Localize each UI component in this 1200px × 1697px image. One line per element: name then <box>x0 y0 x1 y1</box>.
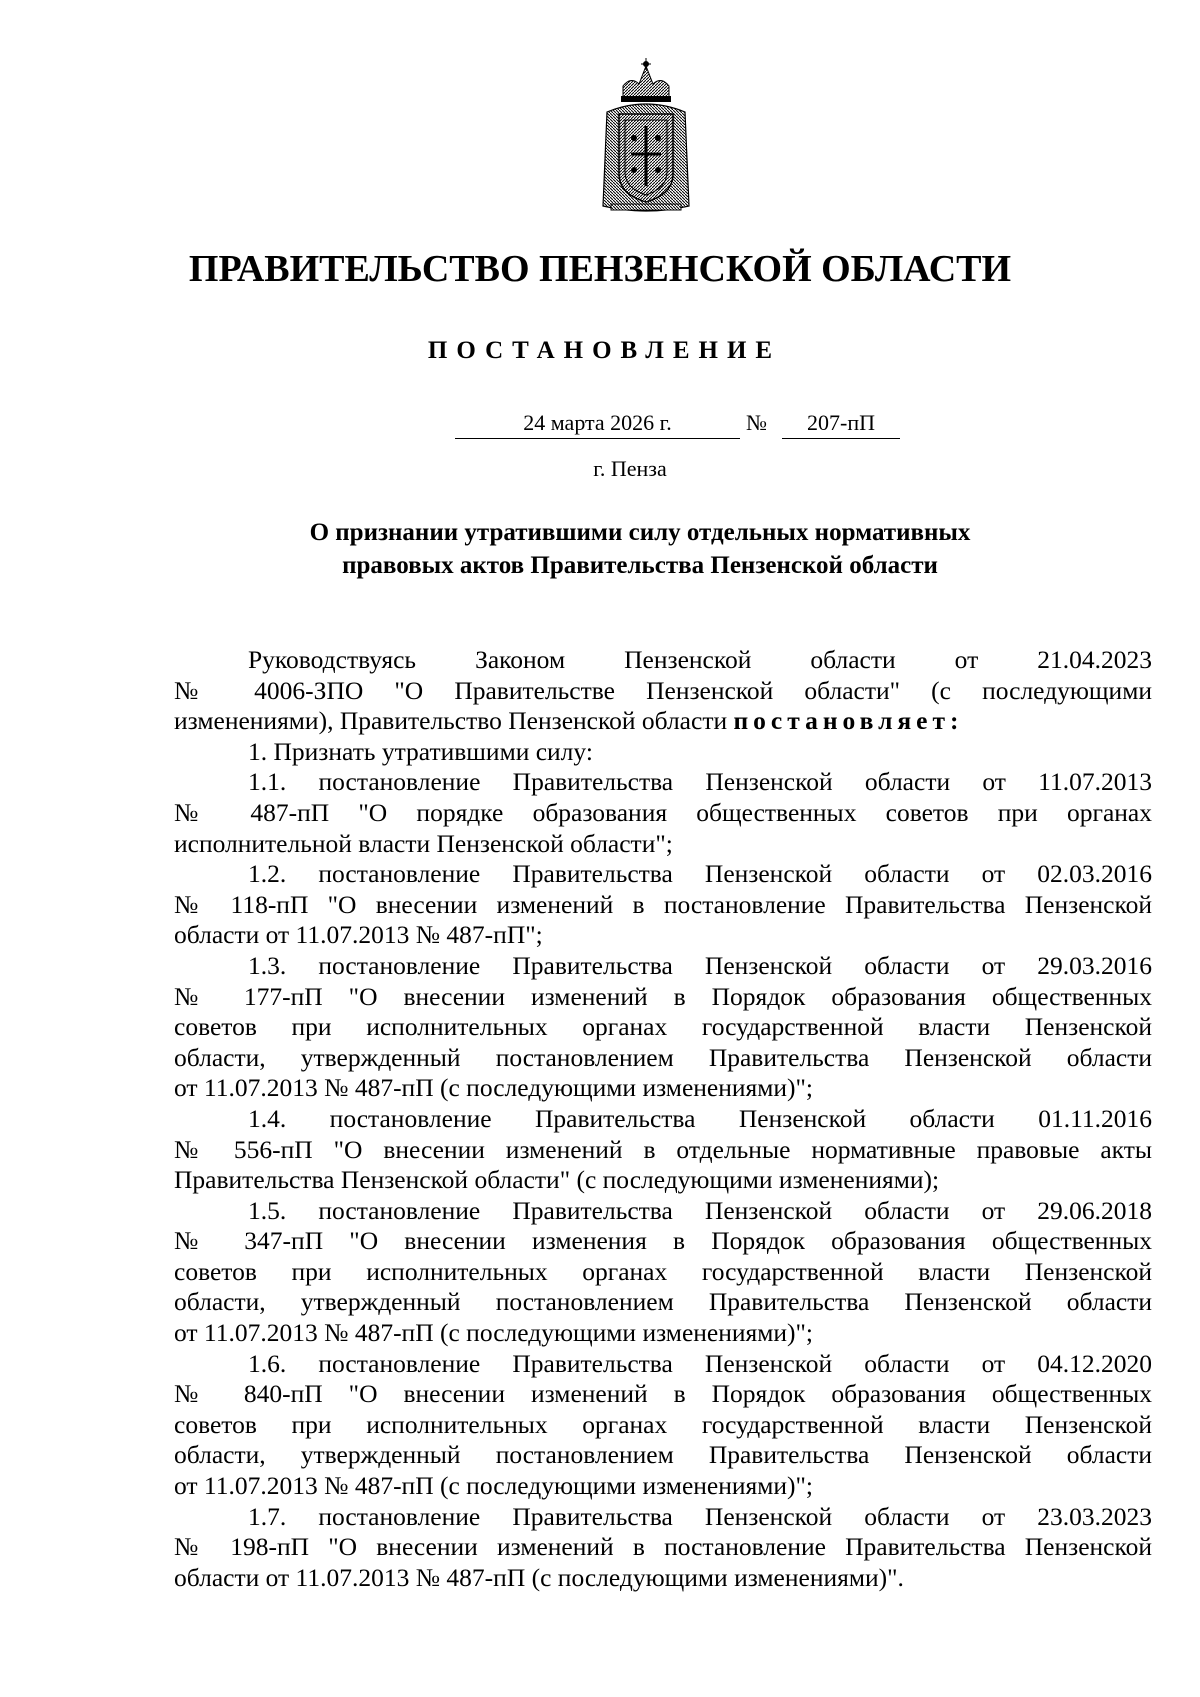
body-line: № 4006-ЗПО "О Правительстве Пензенской области" (с последующими <box>174 675 1152 705</box>
body-line: области, утвержденный постановлением Правительства Пензенской области <box>174 1440 1152 1470</box>
body-line: № 487-пП "О порядке образования общественных советов при органах <box>174 797 1152 827</box>
body-line <box>174 706 1152 737</box>
document-subject <box>200 516 1080 582</box>
body-line: 1.2. постановление Правительства Пензенской области от 02.03.2016 <box>248 859 1152 889</box>
body-line: 1.3. постановление Правительства Пензенской области от 29.03.2016 <box>248 950 1152 980</box>
body-line: исполнительной власти Пензенской области"; <box>174 828 673 858</box>
subject-line: правовых актов Правительства Пензенской области <box>342 552 938 579</box>
body-line: № 840-пП "О внесении изменений в Порядок образования общественных <box>174 1379 1152 1409</box>
body-line: Руководствуясь Законом Пензенской области от 21.04.2023 <box>248 645 1152 674</box>
body-line: от 11.07.2013 № 487-пП (с последующими изменениями)"; <box>174 1318 814 1348</box>
body-line: 1.6. постановление Правительства Пензенской области от 04.12.2020 <box>248 1348 1152 1378</box>
decree-word: постановляет: <box>733 706 964 736</box>
body-line: советов при исполнительных органах государственной власти Пензенской <box>174 1012 1152 1042</box>
body-line: № 556-пП "О внесении изменений в отдельные нормативные правовые акты <box>174 1134 1152 1164</box>
body-line: № 177-пП "О внесении изменений в Порядок образования общественных <box>174 981 1152 1011</box>
organization-title: ПРАВИТЕЛЬСТВО ПЕНЗЕНСКОЙ ОБЛАСТИ <box>188 248 1012 290</box>
number-sign: № <box>746 410 767 435</box>
body-line: Правительства Пензенской области" (с последующими изменениями); <box>174 1165 940 1195</box>
document-date: 24 марта 2026 г. <box>455 408 740 439</box>
body-line: № 347-пП "О внесении изменения в Порядок образования общественных <box>174 1226 1152 1256</box>
body-line: от 11.07.2013 № 487-пП (с последующими изменениями)"; <box>174 1073 814 1103</box>
body-line: 1.7. постановление Правительства Пензенской области от 23.03.2023 <box>248 1501 1152 1531</box>
body-line: от 11.07.2013 № 487-пП (с последующими изменениями)"; <box>174 1471 814 1501</box>
body-line: № 198-пП "О внесении изменений в постановление Правительства Пензенской <box>174 1532 1152 1562</box>
body-line: советов при исполнительных органах государственной власти Пензенской <box>174 1409 1152 1439</box>
document-number: 207-пП <box>782 408 900 439</box>
body-line: области от 11.07.2013 № 487-пП (с последующими изменениями)". <box>174 1562 904 1592</box>
body-line: 1.4. постановление Правительства Пензенской области 01.11.2016 <box>248 1103 1152 1133</box>
coat-of-arms-icon <box>601 56 691 214</box>
body-text: изменениями), Правительство Пензенской области <box>174 706 734 736</box>
document-body <box>174 645 1152 1593</box>
subject-line: О признании утратившими силу отдельных нормативных <box>309 519 971 546</box>
body-line: № 118-пП "О внесении изменений в постановление Правительства Пензенской <box>174 889 1152 919</box>
body-line: советов при исполнительных органах государственной власти Пензенской <box>174 1256 1152 1286</box>
body-line: области, утвержденный постановлением Правительства Пензенской области <box>174 1287 1152 1317</box>
body-line: 1.5. постановление Правительства Пензенской области от 29.06.2018 <box>248 1195 1152 1225</box>
body-line: области от 11.07.2013 № 487-пП"; <box>174 920 543 950</box>
body-line: 1.1. постановление Правительства Пензенской области от 11.07.2013 <box>248 767 1152 797</box>
body-line: области, утвержденный постановлением Правительства Пензенской области <box>174 1042 1152 1072</box>
body-line: 1. Признать утратившими силу: <box>248 736 593 766</box>
document-city: г. Пенза <box>593 456 667 481</box>
document-type: ПОСТАНОВЛЕНИЕ <box>427 337 782 364</box>
